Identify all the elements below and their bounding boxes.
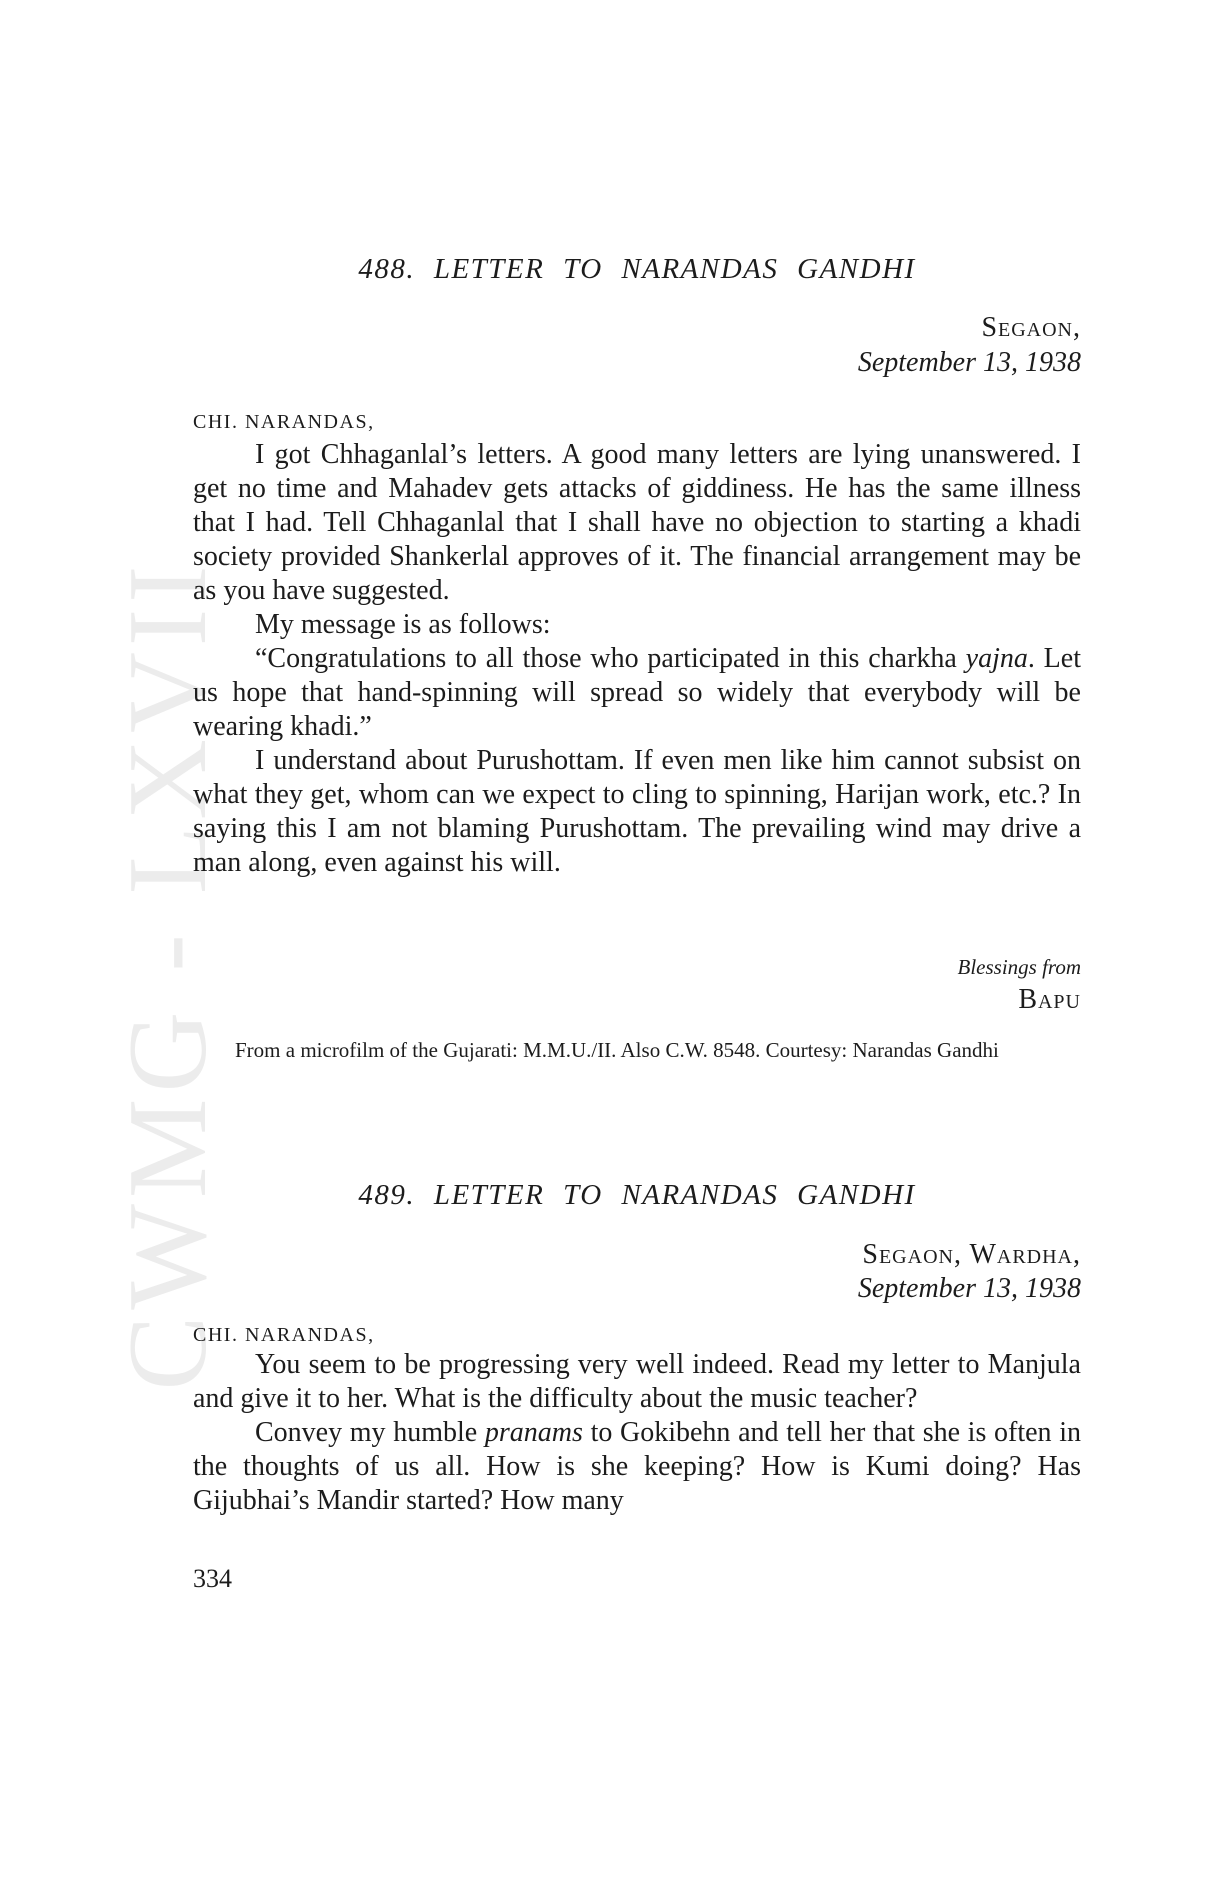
para-after: to Gokibehn and tell her that she is often in the thoughts of us all. How is she keeping? How is Kumi doing? Has Gijubhai’s Mandir started? How many (193, 1417, 1082, 1516)
quote-rest: . Let us hope that hand-spinning will spread so widely that everybody will be wearing khadi.” (193, 643, 1081, 742)
pranams-word: pranams (484, 1417, 583, 1448)
letter-488-paragraph: I got Chhaganlal’s letters. A good many letters are lying unanswered. I get no time and Mahadev gets attacks of giddiness. He has the same illness that I had. Tell Chhaganlal that I shall have no objection to starting a khadi society provided Shankerlal approves of it. The financial arrangement may be as you have suggested. (193, 439, 1081, 606)
letter-488-paragraph: My message is as follows: (255, 609, 551, 640)
page-number: 334 (193, 1564, 232, 1593)
letter-488-salutation: CHI. NARANDAS, (193, 411, 375, 433)
letter-489-paragraph (193, 1416, 1081, 1518)
letter-488-paragraph: I understand about Purushottam. If even men like him cannot subsist on what they get, whom can we expect to cling to spinning, Harijan work, etc.? In saying this I am not blaming Purushottam. The prevailing wind may drive a man along, even against his will. (193, 745, 1081, 878)
letter-488-quote (193, 642, 1081, 744)
letter-489-paragraph: You seem to be progressing very well indeed. Read my letter to Manjula and give it to her. What is the difficulty about the music teacher? (193, 1349, 1081, 1414)
letter-488-closing: Blessings from (957, 955, 1081, 979)
letter-489-place: Segaon, Wardha, (862, 1239, 1081, 1270)
letter-489-body (193, 1348, 1081, 1518)
quote-word: yajna (965, 643, 1028, 674)
letter-489-date: September 13, 1938 (857, 1273, 1081, 1304)
letter-488-date: September 13, 1938 (857, 347, 1081, 378)
quote-open: “Congratulations to all those who participated in this charkha (255, 643, 957, 674)
letter-488-heading: 488. LETTER TO NARANDAS GANDHI (358, 253, 916, 285)
watermark-text: CWMG - LXVII (106, 559, 230, 1391)
letter-488-signature: Bapu (1018, 984, 1081, 1015)
letter-489-heading: 489. LETTER TO NARANDAS GANDHI (358, 1179, 916, 1211)
letter-488-source (193, 1033, 1081, 1067)
letter-489-salutation: CHI. NARANDAS, (193, 1324, 375, 1346)
letter-488-place: Segaon, (981, 312, 1081, 343)
letter-488-body (193, 438, 1081, 880)
para-before: Convey my humble (255, 1417, 478, 1448)
source-note: From a microfilm of the Gujarati: M.M.U./II. Also C.W. 8548. Courtesy: Narandas Gandhi (235, 1038, 999, 1062)
